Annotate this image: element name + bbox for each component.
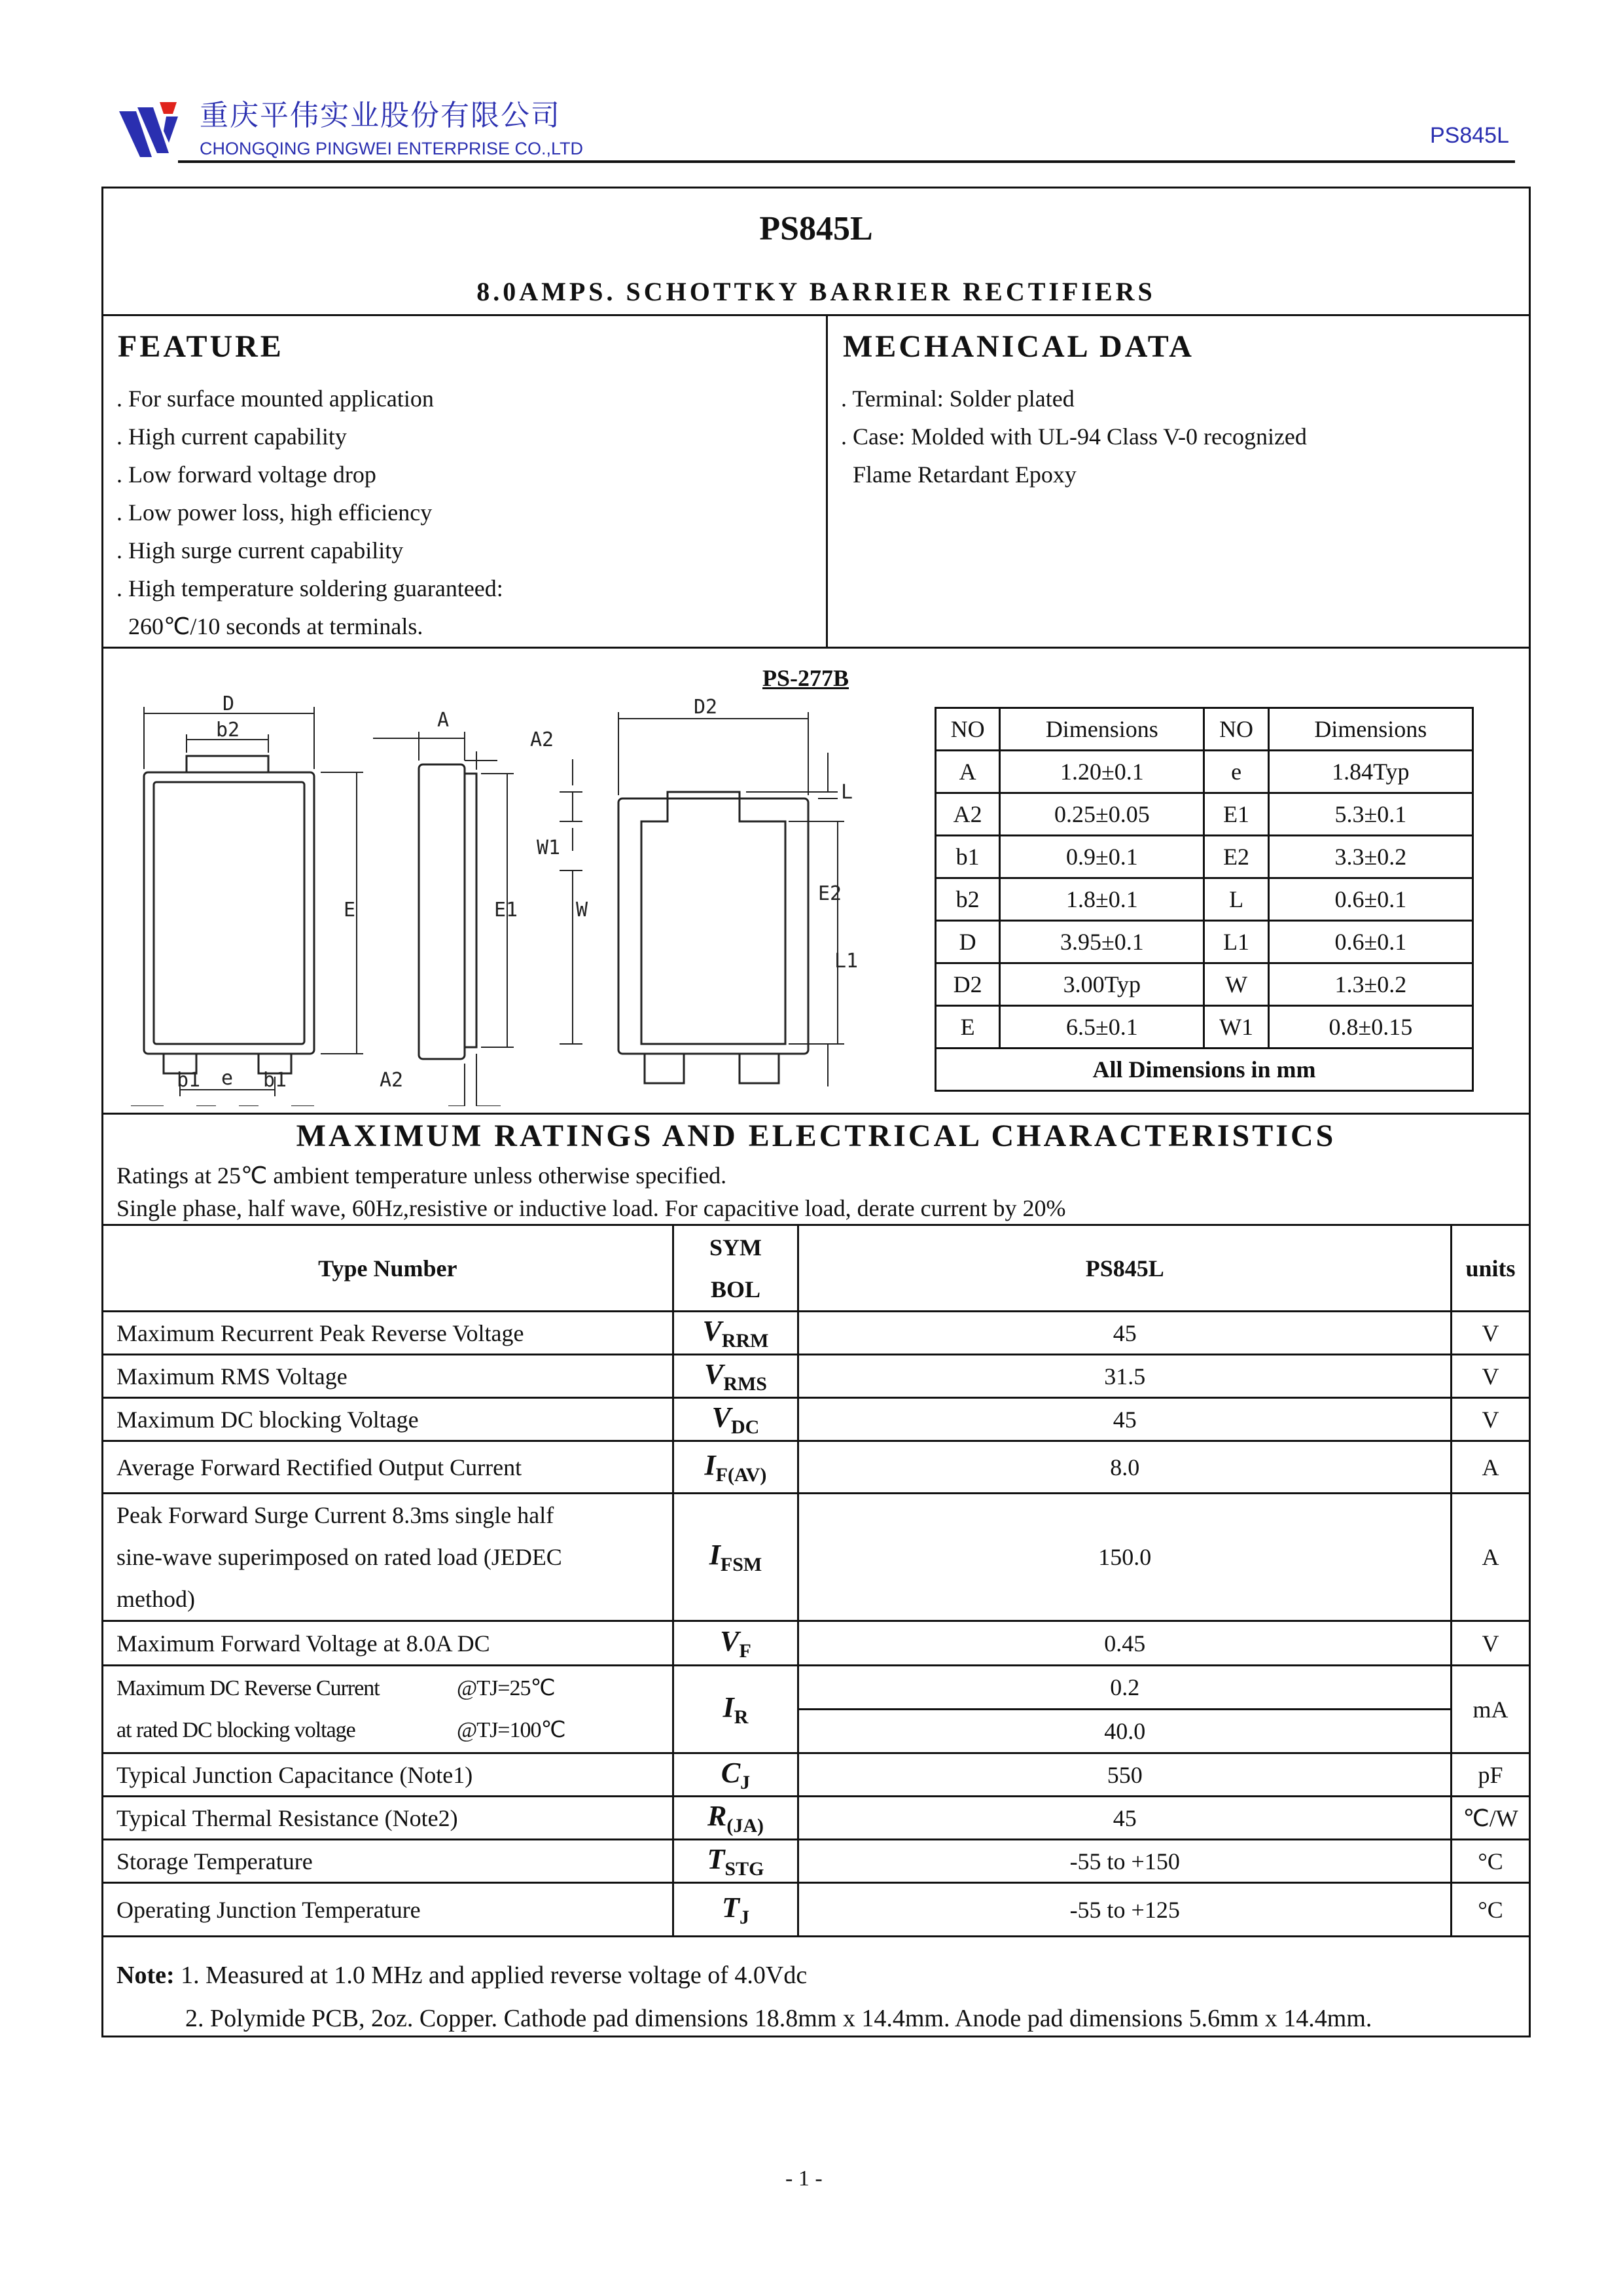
- param-cell: Average Forward Rectified Output Current: [103, 1441, 673, 1494]
- feature-list: [116, 380, 503, 645]
- table-row: [936, 921, 1473, 963]
- header-part-number: PS845L: [1430, 123, 1509, 148]
- table-cell: W1: [1204, 1006, 1268, 1049]
- table-cell: D: [936, 921, 1000, 963]
- symbol-cell: [673, 1312, 798, 1355]
- list-item: . High current capability: [116, 423, 347, 450]
- ratings-table: [101, 1224, 1531, 1937]
- dim-label-E: E: [344, 899, 356, 922]
- table-header-cell: Dimensions: [1000, 708, 1204, 751]
- unit-cell: °C: [1452, 1883, 1530, 1937]
- value-cell: -55 to +125: [798, 1883, 1452, 1937]
- param-line: Maximum DC Reverse Current @TJ=25℃: [116, 1676, 555, 1700]
- note-text: 1. Measured at 1.0 MHz and applied reverse voltage of 4.0Vdc: [174, 1962, 808, 1989]
- table-row: [103, 1312, 1530, 1355]
- value-cell: [798, 1666, 1452, 1753]
- table-cell: E: [936, 1006, 1000, 1049]
- table-cell: 5.3±0.1: [1268, 793, 1472, 836]
- table-row: [936, 963, 1473, 1006]
- table-cell: e: [1204, 751, 1268, 793]
- table-row: [103, 1666, 1530, 1753]
- note-line: [116, 1954, 1372, 1997]
- symbol: $I_{F(AV)}$: [704, 1448, 767, 1486]
- table-row: [103, 1441, 1530, 1494]
- ratings-condition: Single phase, half wave, 60Hz,resistive or inductive load. For capacitive load, derate current by 20%: [116, 1195, 1066, 1221]
- param-cell: [103, 1494, 673, 1621]
- table-header-cell: units: [1452, 1225, 1530, 1312]
- table-cell: 1.20±0.1: [1000, 751, 1204, 793]
- list-item: 260℃/10 seconds at terminals.: [116, 613, 423, 639]
- list-item: . High temperature soldering guaranteed:: [116, 575, 503, 601]
- dim-label-L: L: [841, 781, 853, 804]
- table-row: [936, 708, 1473, 751]
- param-line: Peak Forward Surge Current 8.3ms single half: [116, 1502, 554, 1528]
- table-cell: L1: [1204, 921, 1268, 963]
- symbol-cell: [673, 1666, 798, 1753]
- param-cell: Operating Junction Temperature: [103, 1883, 673, 1937]
- value-cell: 550: [798, 1753, 1452, 1797]
- table-cell: 3.00Typ: [1000, 963, 1204, 1006]
- symbol: $I_{FSM}$: [709, 1539, 762, 1575]
- note-label: Note:: [116, 1962, 175, 1989]
- mechanical-list: [841, 380, 1307, 493]
- table-row: [103, 1797, 1530, 1840]
- symbol-cell: [673, 1621, 798, 1666]
- dim-label-W: W: [576, 899, 588, 922]
- feature-heading: FEATURE: [118, 329, 284, 364]
- header-rule: [178, 160, 1515, 163]
- table-row: [103, 1494, 1530, 1621]
- list-item: . Low power loss, high efficiency: [116, 499, 433, 526]
- symbol: $C_J$: [721, 1756, 751, 1793]
- value-cell: 0.45: [798, 1621, 1452, 1666]
- param-cell: Maximum DC blocking Voltage: [103, 1398, 673, 1441]
- table-cell: 0.9±0.1: [1000, 836, 1204, 878]
- table-cell: 0.25±0.05: [1000, 793, 1204, 836]
- table-header-cell: PS845L: [798, 1225, 1452, 1312]
- dim-label-L1: L1: [834, 950, 859, 973]
- table-cell: 1.84Typ: [1268, 751, 1472, 793]
- table-cell: A2: [936, 793, 1000, 836]
- symbol-header: SYM: [709, 1234, 762, 1261]
- divider: [101, 647, 1531, 649]
- ratings-condition: Ratings at 25℃ ambient temperature unless otherwise specified.: [116, 1162, 727, 1189]
- unit-cell: V: [1452, 1312, 1530, 1355]
- unit-cell: °C: [1452, 1840, 1530, 1883]
- unit-cell: A: [1452, 1494, 1530, 1621]
- company-name-chinese: 重庆平伟实业股份有限公司: [200, 99, 561, 132]
- table-header-cell: [673, 1225, 798, 1312]
- param-cell: Storage Temperature: [103, 1840, 673, 1883]
- table-row: [936, 836, 1473, 878]
- value-cell: 31.5: [798, 1355, 1452, 1398]
- symbol-cell: [673, 1753, 798, 1797]
- table-cell: b1: [936, 836, 1000, 878]
- value-cell: 8.0: [798, 1441, 1452, 1494]
- symbol-header: BOL: [710, 1276, 760, 1302]
- param-line: sine-wave superimposed on rated load (JEDEC: [116, 1544, 562, 1570]
- param-cell: Maximum RMS Voltage: [103, 1355, 673, 1398]
- package-outline-drawing: [124, 687, 877, 1106]
- symbol: $R_{(JA)}$: [707, 1799, 764, 1837]
- table-cell: 3.3±0.2: [1268, 836, 1472, 878]
- value-sub-cell: 0.2: [799, 1666, 1450, 1710]
- table-cell: E1: [1204, 793, 1268, 836]
- divider: [101, 1113, 1531, 1115]
- mechanical-heading: MECHANICAL DATA: [843, 329, 1194, 364]
- list-item: Flame Retardant Epoxy: [841, 461, 1077, 488]
- table-cell: E2: [1204, 836, 1268, 878]
- page-title: PS845L: [759, 210, 873, 247]
- table-header-cell: Type Number: [103, 1225, 673, 1312]
- list-item: . Low forward voltage drop: [116, 461, 376, 488]
- table-cell: 0.8±0.15: [1268, 1006, 1472, 1049]
- package-name: PS-277B: [762, 665, 849, 691]
- symbol-cell: [673, 1494, 798, 1621]
- page-subtitle: 8.0AMPS. SCHOTTKY BARRIER RECTIFIERS: [476, 277, 1156, 306]
- symbol: $T_{STG}$: [707, 1842, 764, 1880]
- unit-cell: ℃/W: [1452, 1797, 1530, 1840]
- note-line: 2. Polymide PCB, 2oz. Copper. Cathode pad dimensions 18.8mm x 14.4mm. Anode pad dimensions 5.6mm x 14.4mm.: [185, 2005, 1372, 2032]
- table-row: [103, 1398, 1530, 1441]
- dim-label-D2: D2: [694, 696, 718, 719]
- list-item: . For surface mounted application: [116, 386, 434, 412]
- value-cell: -55 to +150: [798, 1840, 1452, 1883]
- dim-label-b1: b1: [177, 1069, 201, 1092]
- value-cell: 45: [798, 1312, 1452, 1355]
- unit-cell: V: [1452, 1398, 1530, 1441]
- table-cell: A: [936, 751, 1000, 793]
- table-row: [103, 1225, 1530, 1312]
- table-cell: 6.5±0.1: [1000, 1006, 1204, 1049]
- symbol: $V_{RMS}$: [704, 1357, 767, 1395]
- table-cell: 1.3±0.2: [1268, 963, 1472, 1006]
- dim-label-A2: A2: [530, 728, 554, 751]
- unit-cell: pF: [1452, 1753, 1530, 1797]
- dim-label-D: D: [223, 692, 235, 715]
- table-row: [103, 1883, 1530, 1937]
- pingwei-logo-icon: [118, 97, 196, 162]
- table-cell: D2: [936, 963, 1000, 1006]
- dim-label-b1: b1: [263, 1069, 287, 1092]
- table-row: [103, 1840, 1530, 1883]
- unit-cell: mA: [1452, 1666, 1530, 1753]
- param-cell: Typical Junction Capacitance (Note1): [103, 1753, 673, 1797]
- company-name-english: CHONGQING PINGWEI ENTERPRISE CO.,LTD: [200, 139, 584, 158]
- table-row: [103, 1355, 1530, 1398]
- param-line: at rated DC blocking voltage @TJ=100℃: [116, 1717, 565, 1742]
- table-row: [936, 878, 1473, 921]
- symbol: $V_{RRM}$: [702, 1314, 769, 1352]
- page-number: - 1 -: [785, 2166, 823, 2191]
- divider: [101, 314, 1531, 316]
- list-item: . High surge current capability: [116, 537, 404, 564]
- unit-cell: V: [1452, 1621, 1530, 1666]
- unit-cell: A: [1452, 1441, 1530, 1494]
- dim-label-A2: A2: [380, 1069, 404, 1092]
- table-row: [936, 1049, 1473, 1091]
- symbol: $V_F$: [720, 1624, 751, 1662]
- dim-label-E2: E2: [818, 882, 842, 905]
- value-cell: 45: [798, 1398, 1452, 1441]
- dim-label-b2: b2: [216, 719, 240, 742]
- table-cell: L: [1204, 878, 1268, 921]
- value-sub-cell: 40.0: [1104, 1718, 1146, 1744]
- dim-label-A: A: [437, 709, 450, 732]
- param-cell: [103, 1666, 673, 1753]
- table-cell: 0.6±0.1: [1268, 921, 1472, 963]
- dim-label-E1: E1: [494, 899, 518, 922]
- unit-cell: V: [1452, 1355, 1530, 1398]
- table-footer: All Dimensions in mm: [936, 1049, 1473, 1091]
- ratings-heading: MAXIMUM RATINGS AND ELECTRICAL CHARACTERISTICS: [296, 1119, 1336, 1153]
- notes: [116, 1954, 1372, 2040]
- param-line: method): [116, 1586, 195, 1612]
- dimensions-table: [935, 707, 1474, 1092]
- table-header-cell: NO: [1204, 708, 1268, 751]
- symbol: $V_{DC}$: [711, 1401, 760, 1438]
- list-item: . Terminal: Solder plated: [841, 386, 1075, 412]
- dim-label-W1: W1: [537, 836, 561, 859]
- symbol-cell: [673, 1797, 798, 1840]
- symbol-cell: [673, 1398, 798, 1441]
- symbol-cell: [673, 1441, 798, 1494]
- symbol: $I_R$: [722, 1691, 749, 1728]
- table-cell: 3.95±0.1: [1000, 921, 1204, 963]
- table-cell: 1.8±0.1: [1000, 878, 1204, 921]
- symbol-cell: [673, 1883, 798, 1937]
- table-cell: W: [1204, 963, 1268, 1006]
- table-row: [936, 793, 1473, 836]
- table-row: [103, 1621, 1530, 1666]
- param-cell: Typical Thermal Resistance (Note2): [103, 1797, 673, 1840]
- table-row: [936, 1006, 1473, 1049]
- value-cell: 150.0: [798, 1494, 1452, 1621]
- table-row: [103, 1753, 1530, 1797]
- table-row: [936, 751, 1473, 793]
- table-cell: b2: [936, 878, 1000, 921]
- list-item: . Case: Molded with UL-94 Class V-0 recognized: [841, 423, 1307, 450]
- symbol-cell: [673, 1840, 798, 1883]
- table-header-cell: NO: [936, 708, 1000, 751]
- divider: [826, 314, 828, 648]
- param-cell: Maximum Recurrent Peak Reverse Voltage: [103, 1312, 673, 1355]
- symbol: $T_J$: [722, 1891, 749, 1928]
- table-header-cell: Dimensions: [1268, 708, 1472, 751]
- dim-label-e: e: [221, 1067, 234, 1090]
- symbol-cell: [673, 1355, 798, 1398]
- table-cell: 0.6±0.1: [1268, 878, 1472, 921]
- param-cell: Maximum Forward Voltage at 8.0A DC: [103, 1621, 673, 1666]
- value-cell: 45: [798, 1797, 1452, 1840]
